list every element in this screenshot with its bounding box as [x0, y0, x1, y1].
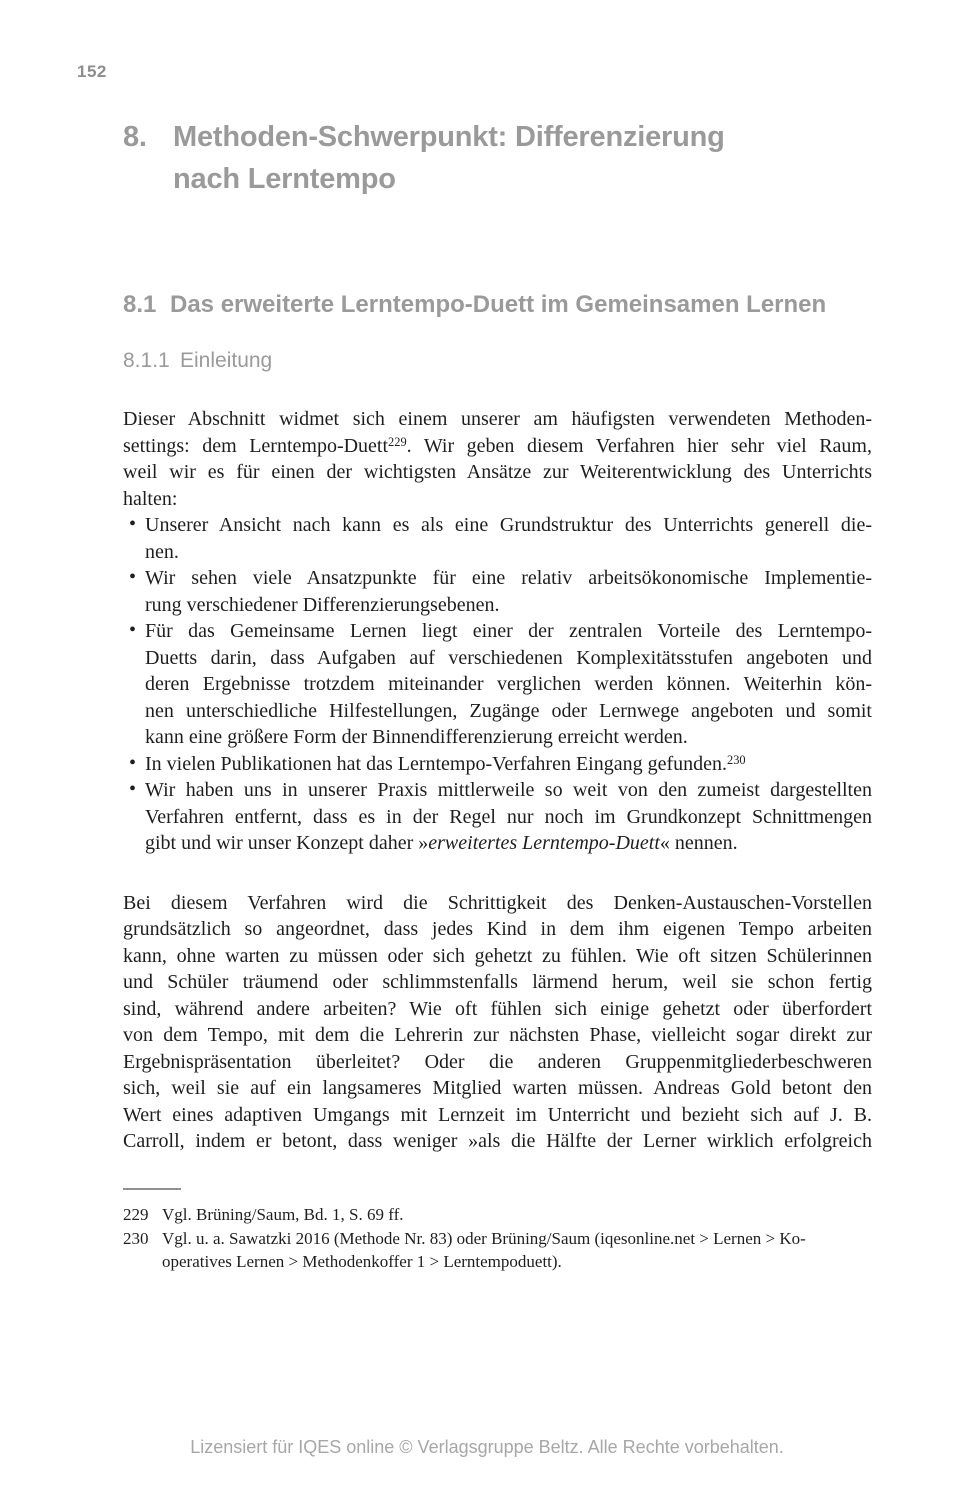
bullet-item: [123, 618, 872, 751]
page-number: 152: [77, 62, 107, 81]
chapter-title-line-2: nach Lerntempo: [173, 163, 396, 195]
text-line: [123, 1128, 872, 1155]
text-line: [145, 671, 872, 698]
bullet-marker: •: [129, 619, 137, 641]
text-segment: Carroll, indem er betont, dass weniger »als die Hälfte der Lerner wirklich erfolgreich: [123, 1130, 872, 1152]
text-line: [123, 996, 872, 1023]
chapter-heading: [123, 116, 914, 200]
text-line: [123, 406, 872, 433]
bullet-item: [123, 565, 872, 618]
footnote-reference: 229: [388, 435, 407, 450]
text-line: [145, 539, 872, 566]
text-line: [123, 1102, 872, 1129]
text-segment: von dem Tempo, mit dem die Lehrerin zur nächsten Phase, vielleicht sogar direkt zur: [123, 1024, 872, 1046]
footnote-line: Vgl. Brüning/Saum, Bd. 1, S. 69 ff.: [162, 1205, 404, 1224]
text-segment: Wert eines adaptiven Umgangs mit Lernzeit im Unterricht und bezieht sich auf J. B.: [123, 1103, 872, 1126]
text-line: [123, 433, 872, 460]
text-line: [145, 565, 872, 592]
text-line: [123, 916, 872, 943]
chapter-title-line-1: Methoden-Schwerpunkt: Differenzierung: [173, 121, 725, 153]
text-line: [145, 512, 872, 539]
bullet-marker: •: [129, 566, 137, 588]
text-line: [145, 645, 872, 672]
text-line: [123, 486, 872, 513]
text-segment: deren Ergebnisse trotzdem miteinander verglichen werden können. Weiterhin kön-: [145, 673, 872, 695]
text-line: [123, 1049, 872, 1076]
footnote-number: 229: [123, 1205, 149, 1224]
subsection-heading: [123, 347, 914, 374]
text-line: [123, 1075, 872, 1102]
text-segment: Unserer Ansicht nach kann es als eine Grundstruktur des Unterrichts generell die-: [145, 514, 872, 536]
footnote: [123, 1227, 872, 1274]
text-segment: Ergebnispräsentation überleitet? Oder die anderen Gruppenmitgliederbeschweren: [123, 1050, 872, 1073]
chapter-number: 8.: [123, 121, 147, 153]
text-segment: halten:: [123, 487, 178, 510]
text-segment: In vielen Publikationen hat das Lerntempo-Verfahren Eingang gefunden.: [145, 752, 728, 775]
paragraph: [123, 890, 872, 1155]
bullet-item: [123, 751, 872, 778]
text-segment: nen unterschiedliche Hilfestellungen, Zugänge oder Lernwege angeboten und somit: [145, 699, 872, 722]
text-line: [145, 698, 872, 725]
bullet-list: [123, 512, 872, 857]
footnote-line: Vgl. u. a. Sawatzki 2016 (Methode Nr. 83) oder Brüning/Saum (iqesonline.net > Lernen > Ko-: [162, 1228, 806, 1248]
text-segment: . Wir geben diesem Verfahren hier sehr viel Raum,: [406, 434, 872, 457]
text-line: [123, 459, 872, 486]
footnote: [123, 1203, 872, 1227]
text-segment: grundsätzlich so angeordnet, dass jedes Kind in dem ihm eigenen Tempo arbeiten: [123, 918, 872, 940]
text-segment: Für das Gemeinsame Lernen liegt einer der zentralen Vorteile des Lerntempo-: [145, 620, 872, 642]
footnote-number: 230: [123, 1228, 149, 1248]
text-segment: settings: dem Lerntempo-Duett: [123, 434, 389, 457]
bullet-marker: •: [129, 513, 137, 535]
text-segment: rung verschiedener Differenzierungsebenen.: [145, 593, 500, 616]
paragraph: [123, 406, 872, 512]
section-heading: [123, 290, 914, 320]
text-line: [123, 943, 872, 970]
section-number: 8.1: [123, 291, 157, 318]
chapter-title: [173, 116, 725, 200]
bullet-marker: •: [129, 778, 137, 800]
bullet-item: [123, 512, 872, 565]
text-line: [123, 1022, 872, 1049]
text-line: [145, 804, 872, 831]
text-segment: Dieser Abschnitt widmet sich einem unserer am häufigsten verwendeten Methoden-: [123, 408, 872, 430]
text-segment: gibt und wir unser Konzept daher »: [145, 832, 429, 854]
text-line: [145, 724, 872, 751]
text-segment: sind, während andere arbeiten? Wie oft fühlen sich einige gehetzt oder überfordert: [123, 997, 872, 1020]
subsection-title: Einleitung: [180, 349, 273, 372]
text-line: [145, 618, 872, 645]
text-line: [145, 830, 872, 857]
text-segment: Verfahren entfernt, dass es in der Regel nur noch im Grundkonzept Schnittmengen: [145, 805, 872, 828]
footnote-rule: [123, 1188, 181, 1190]
text-segment: kann eine größere Form der Binnendifferenzierung erreicht werden.: [145, 726, 688, 748]
text-segment: « nennen.: [659, 832, 738, 854]
text-line: [145, 751, 872, 778]
text-segment: nen.: [145, 540, 179, 563]
section-title: Das erweiterte Lerntempo-Duett im Gemeinsamen Lernen: [170, 291, 827, 318]
text-segment: weil wir es für einen der wichtigsten Ansätze zur Weiterentwicklung des Unterrichts: [123, 461, 872, 483]
text-segment: und Schüler träumend oder schlimmstenfalls lärmend herum, weil sie schon fertig: [123, 971, 872, 993]
text-line: [145, 592, 872, 619]
text-segment: Wir haben uns in unserer Praxis mittlerweile so weit von den zumeist dargestellten: [145, 779, 872, 801]
bullet-item: [123, 777, 872, 857]
text-line: [123, 890, 872, 917]
subsection-number: 8.1.1: [123, 349, 170, 372]
body-text: [123, 406, 872, 1155]
text-line: [123, 969, 872, 996]
emphasized-text: erweitertes Lerntempo-Duett: [428, 832, 660, 854]
page-footer: Lizensiert für IQES online © Verlagsgruppe Beltz. Alle Rechte vorbehalten.: [190, 1437, 784, 1457]
text-segment: sich, weil sie auf ein langsameres Mitglied warten müssen. Andreas Gold betont den: [123, 1077, 872, 1099]
footnote-line: operatives Lernen > Methodenkoffer 1 > Lerntempoduett).: [162, 1252, 562, 1271]
text-segment: kann, ohne warten zu müssen oder sich gehetzt zu fühlen. Wie oft sitzen Schülerinnen: [123, 944, 872, 967]
bullet-marker: •: [129, 751, 137, 774]
text-segment: Wir sehen viele Ansatzpunkte für eine relativ arbeitsökonomische Implementie-: [145, 567, 872, 589]
text-segment: Bei diesem Verfahren wird die Schrittigkeit des Denken-Austauschen-Vorstellen: [123, 891, 872, 914]
text-segment: Duetts darin, dass Aufgaben auf verschiedenen Komplexitätsstufen angeboten und: [145, 646, 872, 669]
text-line: [145, 777, 872, 804]
footnotes: [123, 1203, 872, 1274]
footnote-reference: 230: [727, 753, 746, 768]
